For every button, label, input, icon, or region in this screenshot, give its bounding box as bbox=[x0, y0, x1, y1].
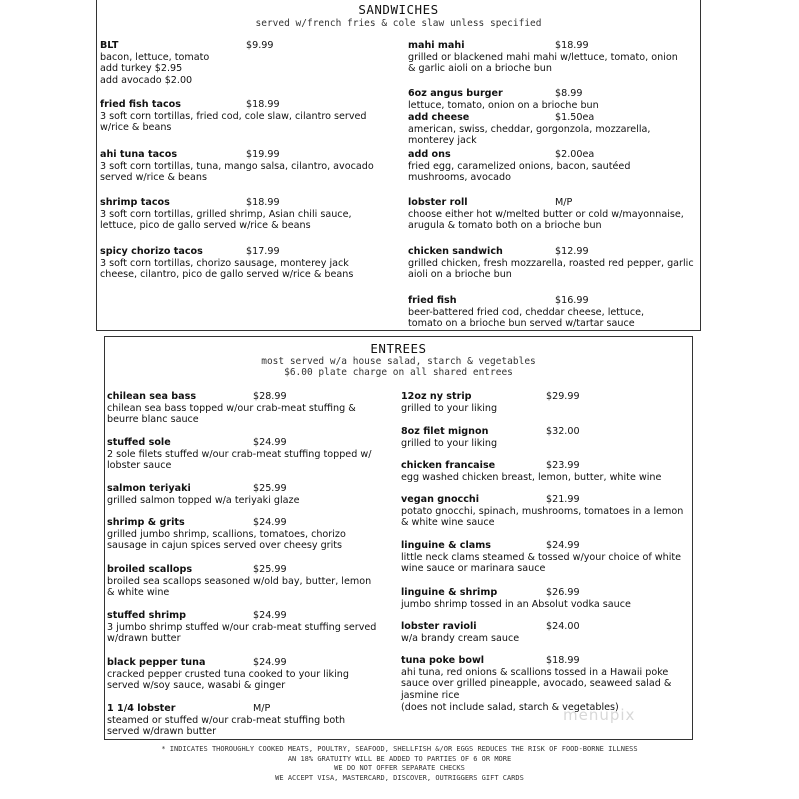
item-name: mahi mahi bbox=[408, 40, 465, 51]
item-price: $8.99 bbox=[555, 88, 583, 99]
item-price: $21.99 bbox=[546, 494, 580, 505]
item-description: bacon, lettuce, tomato add turkey $2.95 add avocado $2.00 bbox=[100, 51, 210, 87]
menu-item bbox=[100, 99, 367, 134]
item-price: $24.99 bbox=[546, 540, 580, 551]
item-name: black pepper tuna bbox=[107, 657, 206, 668]
item-description: 3 soft corn tortillas, chorizo sausage, monterey jack cheese, cilantro, pico de gallo served w/rice & beans bbox=[100, 257, 354, 281]
menu-item bbox=[401, 621, 580, 644]
menu-item bbox=[408, 246, 694, 281]
item-name: linguine & clams bbox=[401, 540, 491, 551]
item-name: stuffed shrimp bbox=[107, 610, 187, 621]
menu-item bbox=[408, 40, 678, 75]
item-price: $26.99 bbox=[546, 587, 580, 598]
menu-item bbox=[107, 703, 345, 738]
item-price: $9.99 bbox=[246, 40, 274, 51]
item-price: $32.00 bbox=[546, 426, 580, 437]
item-name: shrimp & grits bbox=[107, 517, 185, 528]
item-description: grilled salmon topped w/a teriyaki glaze bbox=[107, 494, 300, 506]
menu-item bbox=[401, 494, 683, 529]
menu-item bbox=[100, 246, 353, 281]
item-price: $18.99 bbox=[555, 40, 589, 51]
item-name: shrimp tacos bbox=[100, 197, 170, 208]
item-description: choose either hot w/melted butter or cold w/mayonnaise, arugula & tomato both on a brioche bun bbox=[408, 208, 684, 232]
item-description: grilled or blackened mahi mahi w/lettuce, tomato, onion & garlic aioli on a brioche bun bbox=[408, 51, 678, 75]
item-description: lettuce, tomato, onion on a brioche bun bbox=[408, 99, 599, 111]
menu-item bbox=[107, 437, 371, 472]
item-name: chicken francaise bbox=[401, 460, 496, 471]
item-name: ahi tuna tacos bbox=[100, 149, 178, 160]
item-description: cracked pepper crusted tuna cooked to your liking served w/soy sauce, wasabi & ginger bbox=[107, 668, 349, 692]
item-price: $24.99 bbox=[253, 657, 287, 668]
item-name: broiled scallops bbox=[107, 564, 193, 575]
menu-item bbox=[408, 88, 599, 111]
item-name: chilean sea bass bbox=[107, 391, 197, 402]
entrees-title: ENTREES bbox=[370, 341, 427, 356]
menu-item bbox=[107, 657, 349, 692]
item-name: 1 1/4 lobster bbox=[107, 703, 176, 714]
item-name: 12oz ny strip bbox=[401, 391, 472, 402]
item-price: $2.00ea bbox=[555, 149, 595, 160]
entrees-subtitle-1: most served w/a house salad, starch & vegetables bbox=[261, 356, 536, 367]
item-name: add cheese bbox=[408, 112, 470, 123]
menu-item bbox=[401, 655, 671, 714]
watermark-logo: menupix bbox=[563, 706, 636, 724]
item-description: ahi tuna, red onions & scallions tossed in a Hawaii poke sauce over grilled pineapple, avocado, seaweed salad & jasmine rice (does not include salad, starch & vegetables) bbox=[401, 666, 672, 713]
item-name: vegan gnocchi bbox=[401, 494, 480, 505]
menu-item bbox=[100, 40, 274, 87]
item-description: broiled sea scallops seasoned w/old bay, butter, lemon & white wine bbox=[107, 575, 372, 599]
item-price: $12.99 bbox=[555, 246, 589, 257]
item-price: $1.50ea bbox=[555, 112, 595, 123]
menu-item bbox=[401, 426, 580, 449]
item-name: lobster ravioli bbox=[401, 621, 477, 632]
item-description: little neck clams steamed & tossed w/your choice of white wine sauce or marinara sauce bbox=[401, 551, 682, 575]
footer-notice-4: WE ACCEPT VISA, MASTERCARD, DISCOVER, OUTRIGGERS GIFT CARDS bbox=[275, 774, 524, 782]
item-price: $17.99 bbox=[246, 246, 280, 257]
menu-item bbox=[408, 112, 650, 147]
item-price: M/P bbox=[555, 197, 573, 208]
item-description: w/a brandy cream sauce bbox=[401, 632, 520, 644]
item-name: fried fish tacos bbox=[100, 99, 181, 110]
menu-item bbox=[100, 197, 352, 232]
entrees-subtitle-2: $6.00 plate charge on all shared entrees bbox=[284, 367, 513, 378]
footer-notice-3: WE DO NOT OFFER SEPARATE CHECKS bbox=[334, 764, 465, 772]
footer-notice-2: AN 18% GRATUITY WILL BE ADDED TO PARTIES OF 6 OR MORE bbox=[287, 755, 512, 763]
menu-item bbox=[107, 610, 376, 645]
item-name: stuffed sole bbox=[107, 437, 171, 448]
item-name: linguine & shrimp bbox=[401, 587, 498, 598]
item-price: $18.99 bbox=[246, 99, 280, 110]
item-description: grilled jumbo shrimp, scallions, tomatoes, chorizo sausage in cajun spices served over cheesy grits bbox=[107, 528, 346, 552]
item-name: 6oz angus burger bbox=[408, 88, 503, 99]
item-price: $24.00 bbox=[546, 621, 580, 632]
item-description: beer-battered fried cod, cheddar cheese, lettuce, tomato on a brioche bun served w/tartar sauce bbox=[408, 306, 645, 330]
item-name: add ons bbox=[408, 149, 451, 160]
menu-item bbox=[401, 460, 661, 483]
item-description: grilled to your liking bbox=[401, 437, 498, 449]
menu-item bbox=[408, 197, 684, 232]
menu-item bbox=[401, 587, 631, 610]
item-description: fried egg, caramelized onions, bacon, sautéed mushrooms, avocado bbox=[408, 160, 631, 184]
item-name: fried fish bbox=[408, 295, 457, 306]
menu-item bbox=[401, 391, 580, 414]
item-name: lobster roll bbox=[408, 197, 468, 208]
menu-item bbox=[401, 540, 681, 575]
menu-item bbox=[107, 517, 346, 552]
item-description: potato gnocchi, spinach, mushrooms, tomatoes in a lemon & white wine sauce bbox=[401, 505, 684, 529]
item-price: $18.99 bbox=[546, 655, 580, 666]
menu-item bbox=[408, 295, 644, 330]
item-price: $18.99 bbox=[246, 197, 280, 208]
menu-item bbox=[100, 149, 374, 184]
item-description: jumbo shrimp tossed in an Absolut vodka sauce bbox=[401, 598, 631, 610]
item-description: steamed or stuffed w/our crab-meat stuffing both served w/drawn butter bbox=[107, 714, 346, 738]
menu-item bbox=[408, 149, 630, 184]
item-price: $19.99 bbox=[246, 149, 280, 160]
item-name: spicy chorizo tacos bbox=[100, 246, 203, 257]
item-description: american, swiss, cheddar, gorgonzola, mozzarella, monterey jack bbox=[408, 123, 651, 147]
item-description: 3 soft corn tortillas, tuna, mango salsa, cilantro, avocado served w/rice & beans bbox=[100, 160, 374, 184]
item-price: $25.99 bbox=[253, 564, 287, 575]
item-price: $24.99 bbox=[253, 610, 287, 621]
item-description: chilean sea bass topped w/our crab-meat stuffing & beurre blanc sauce bbox=[107, 402, 356, 426]
menu-item bbox=[107, 483, 300, 506]
item-name: tuna poke bowl bbox=[401, 655, 485, 666]
item-price: $25.99 bbox=[253, 483, 287, 494]
item-price: $24.99 bbox=[253, 437, 287, 448]
item-description: 3 soft corn tortillas, grilled shrimp, Asian chili sauce, lettuce, pico de gallo served w/rice & beans bbox=[100, 208, 352, 232]
sandwiches-title: SANDWICHES bbox=[358, 2, 439, 17]
item-description: grilled chicken, fresh mozzarella, roasted red pepper, garlic aioli on a brioche bun bbox=[408, 257, 694, 281]
menu-item bbox=[107, 391, 356, 426]
item-description: 2 sole filets stuffed w/our crab-meat stuffing topped w/ lobster sauce bbox=[107, 448, 372, 472]
item-name: BLT bbox=[100, 40, 119, 51]
item-price: $24.99 bbox=[253, 517, 287, 528]
item-price: $29.99 bbox=[546, 391, 580, 402]
item-price: $16.99 bbox=[555, 295, 589, 306]
item-name: chicken sandwich bbox=[408, 246, 503, 257]
item-description: 3 soft corn tortillas, fried cod, cole slaw, cilantro served w/rice & beans bbox=[100, 110, 367, 134]
menu-item bbox=[107, 564, 371, 599]
item-name: salmon teriyaki bbox=[107, 483, 191, 494]
item-price: $28.99 bbox=[253, 391, 287, 402]
item-description: 3 jumbo shrimp stuffed w/our crab-meat stuffing served w/drawn butter bbox=[107, 621, 377, 645]
footer-notice-1: * INDICATES THOROUGHLY COOKED MEATS, POULTRY, SEAFOOD, SHELLFISH &/OR EGGS REDUCES THE RISK OF FOOD-BORNE ILLNESS bbox=[161, 745, 638, 753]
item-description: grilled to your liking bbox=[401, 402, 498, 414]
item-description: egg washed chicken breast, lemon, butter, white wine bbox=[401, 471, 662, 483]
item-price: $23.99 bbox=[546, 460, 580, 471]
item-name: 8oz filet mignon bbox=[401, 426, 489, 437]
sandwiches-subtitle: served w/french fries & cole slaw unless specified bbox=[255, 18, 542, 29]
item-price: M/P bbox=[253, 703, 271, 714]
